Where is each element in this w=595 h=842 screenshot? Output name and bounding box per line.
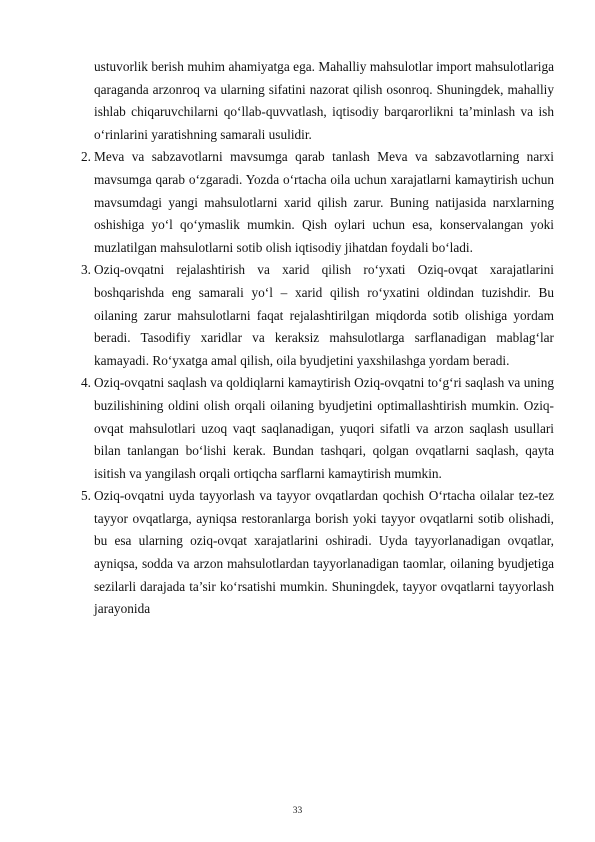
- list-item-text: Oziq-ovqatni uyda tayyorlash va tayyor ovqatlardan qochish O‘rtacha oilalar tez-tez tayyor ovqatlarga, ayniqsa restoranlarga borish yoki tayyor ovqatlarni sotib olishadi, bu esa ularning oziq-ovqat xarajatlarini oshiradi. Uyda tayyorlanadigan ovqatlar, ayniqsa, sodda va arzon mahsulotlardan tayyorlanadigan taomlar, oilaning byudjetiga sezilarli darajada ta’sir ko‘rsatishi mumkin. Shuningdek, tayyor ovqatlarni tayyorlash jarayonida: [94, 488, 554, 617]
- list-item: [81, 485, 554, 621]
- list-item: [81, 372, 554, 485]
- list-item-number: 3.: [81, 262, 91, 278]
- list-item-text: Meva va sabzavotlarni mavsumga qarab tanlash Meva va sabzavotlarning narxi mavsumga qarab o‘zgaradi. Yozda o‘rtacha oila uchun xarajatlarni kamaytirish uchun mavsumdagi yangi mahsulotlarni xarid qilish zarur. Buning natijasida narxlarning oshishiga yo‘l qo‘ymaslik mumkin. Qish oylari uchun esa, konservalangan yoki muzlatilgan mahsulotlarni sotib olish iqtisodiy jihatdan foydali bo‘ladi.: [94, 149, 554, 255]
- intro-paragraph: ustuvorlik berish muhim ahamiyatga ega. Mahalliy mahsulotlar import mahsulotlariga qaraganda arzonroq va ularning sifatini nazorat qilish osonroq. Shuningdek, mahalliy ishlab chiqaruvchilarni qo‘llab-quvvatlash, iqtisodiy barqarorlikni ta’minlash va ish o‘rinlarini yaratishning samarali usulidir.: [94, 59, 554, 142]
- list-item-number: 5.: [81, 488, 91, 504]
- document-body: [81, 56, 554, 621]
- list-item-text: Oziq-ovqatni rejalashtirish va xarid qilish ro‘yxati Oziq-ovqat xarajatlarini boshqarishda eng samarali yo‘l – xarid qilish ro‘yxatini oldindan tuzishdir. Bu oilaning zarur mahsulotlarni faqat rejalashtirilgan miqdorda sotib olishiga yordam beradi. Tasodifiy xaridlar va keraksiz mahsulotlarga sarflanadigan mablag‘lar kamayadi. Ro‘yxatga amal qilish, oila byudjetini yaxshilashga yordam beradi.: [94, 262, 554, 368]
- page-number: 33: [292, 806, 303, 816]
- list-item-number: 2.: [81, 149, 91, 165]
- list-item: [81, 146, 554, 259]
- list-item: [81, 259, 554, 372]
- list-item-text: Oziq-ovqatni saqlash va qoldiqlarni kamaytirish Oziq-ovqatni to‘g‘ri saqlash va uning buzilishining oldini olish orqali oilaning byudjetini optimallashtirish mumkin. Oziq-ovqat mahsulotlari uzoq vaqt saqlanadigan, yuqori sifatli va arzon saqlash usullari bilan tanlangan bo‘lishi kerak. Bundan tashqari, qolgan ovqatlarni saqlash, qayta isitish va yangilash orqali ortiqcha sarflarni kamaytirish mumkin.: [94, 375, 554, 481]
- list-item-number: 4.: [81, 375, 91, 391]
